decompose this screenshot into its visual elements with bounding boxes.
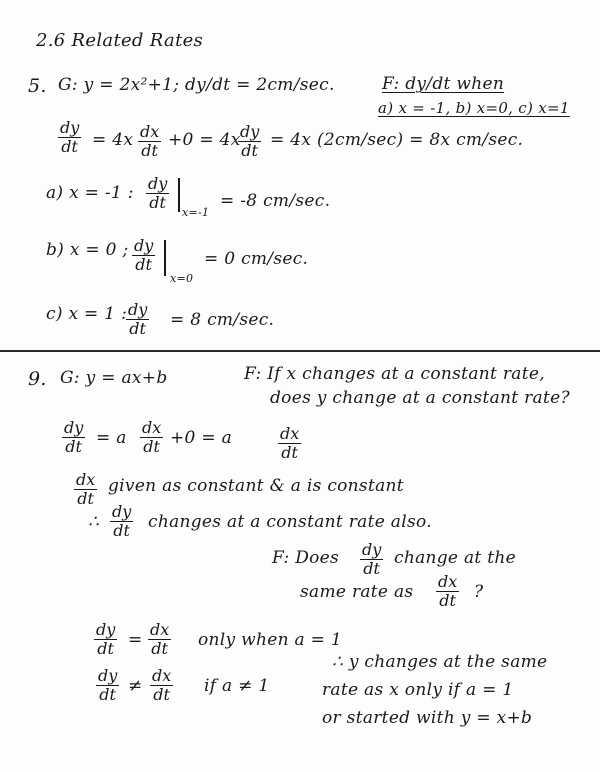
case-a-subscript: x=-1 (182, 206, 210, 219)
fraction-numerator: dy (240, 122, 260, 141)
fraction-denominator: dt (113, 521, 130, 540)
find-2-prefix: F: Does (272, 548, 340, 568)
problem-9-find-line-2: does y change at a constant rate? (270, 388, 570, 408)
problem-5-number: 5. (28, 75, 47, 97)
find-2-line-2: same rate as (300, 582, 414, 602)
fraction-numerator: dy (112, 502, 132, 521)
problem-5-find: F: dy/dt when (382, 74, 505, 94)
problem-5-cases: a) x = -1, b) x=0, c) x=1 (378, 99, 570, 117)
fraction-numerator: dx (150, 620, 170, 639)
dy-dt-fraction (360, 542, 383, 577)
if-a-text: if a ≠ 1 (204, 676, 270, 696)
fraction-denominator: dt (241, 141, 258, 160)
dx-dt-fraction (140, 420, 163, 455)
dy-dt-fraction (62, 420, 85, 455)
fraction-numerator: dx (76, 470, 96, 489)
derivative-mid-2: +0 = 4x (168, 130, 241, 150)
fraction-denominator: dt (363, 559, 380, 578)
fraction-denominator: dt (151, 639, 168, 658)
fraction-denominator: dt (97, 639, 114, 658)
fraction-denominator: dt (129, 319, 146, 338)
only-when-text: only when a = 1 (198, 630, 343, 650)
case-a-value: = -8 cm/sec. (220, 191, 331, 211)
dy-dt-fraction (238, 124, 261, 159)
fraction-denominator: dt (153, 685, 170, 704)
fraction-numerator: dy (98, 666, 118, 685)
conclusion-line-3: or started with y = x+b (322, 708, 533, 728)
evaluation-bar (164, 240, 166, 276)
dx-dt-fraction (138, 124, 161, 159)
case-b-label: b) x = 0 ; (46, 240, 129, 260)
equation-mid-1: = a (96, 428, 127, 448)
dy-dt-fraction (58, 120, 81, 155)
fraction-denominator: dt (439, 591, 456, 610)
derivative-mid-1: = 4x (92, 130, 134, 150)
equation-mid-2: +0 = a (170, 428, 233, 448)
fraction-numerator: dx (140, 122, 160, 141)
fraction-numerator: dy (96, 620, 116, 639)
evaluation-bar (178, 178, 180, 212)
problem-9-number: 9. (28, 368, 47, 390)
equals-sign: = (128, 630, 143, 650)
dx-dt-fraction (278, 426, 301, 461)
case-b-value: = 0 cm/sec. (204, 249, 309, 269)
fraction-denominator: dt (149, 193, 166, 212)
case-a-label: a) x = -1 : (46, 183, 134, 203)
conclusion-line-2: rate as x only if a = 1 (322, 680, 514, 700)
dy-dt-fraction (146, 176, 169, 211)
fraction-numerator: dx (438, 572, 458, 591)
fraction-numerator: dy (148, 174, 168, 193)
find-2-question-mark: ? (474, 582, 484, 602)
dx-dt-fraction (148, 622, 171, 657)
fraction-numerator: dy (64, 418, 84, 437)
dy-dt-fraction (126, 302, 149, 337)
fraction-numerator: dx (142, 418, 162, 437)
fraction-numerator: dx (280, 424, 300, 443)
fraction-denominator: dt (143, 437, 160, 456)
fraction-denominator: dt (77, 489, 94, 508)
dy-dt-fraction (132, 238, 155, 273)
page-title: 2.6 Related Rates (36, 30, 204, 51)
dx-dt-fraction (74, 472, 97, 507)
case-c-value: = 8 cm/sec. (170, 310, 275, 330)
case-c-label: c) x = 1 : (46, 304, 128, 324)
fraction-denominator: dt (65, 437, 82, 456)
fraction-numerator: dy (60, 118, 80, 137)
not-equals-sign: ≠ (128, 676, 143, 696)
dy-dt-fraction (94, 622, 117, 657)
fraction-denominator: dt (141, 141, 158, 160)
dx-dt-fraction (150, 668, 173, 703)
therefore-symbol-1: ∴ (88, 512, 100, 532)
fraction-denominator: dt (281, 443, 298, 462)
given-constant-text: given as constant & a is constant (108, 476, 404, 496)
fraction-numerator: dy (134, 236, 154, 255)
case-b-subscript: x=0 (170, 272, 194, 285)
problem-9-given: G: y = ax+b (60, 368, 168, 388)
problem-divider (0, 350, 600, 352)
dy-dt-fraction (96, 668, 119, 703)
fraction-denominator: dt (61, 137, 78, 156)
fraction-numerator: dx (152, 666, 172, 685)
problem-9-find-line-1: F: If x changes at a constant rate, (244, 364, 545, 384)
find-2-suffix: change at the (394, 548, 517, 568)
fraction-numerator: dy (128, 300, 148, 319)
dx-dt-fraction (436, 574, 459, 609)
dy-dt-fraction (110, 504, 133, 539)
fraction-denominator: dt (99, 685, 116, 704)
fraction-denominator: dt (135, 255, 152, 274)
problem-5-given: G: y = 2x²+1; dy/dt = 2cm/sec. (58, 75, 335, 95)
fraction-numerator: dy (362, 540, 382, 559)
derivative-result: = 4x (2cm/sec) = 8x cm/sec. (270, 130, 524, 150)
conclusion-line-1: ∴ y changes at the same (332, 652, 548, 672)
changes-constant-text: changes at a constant rate also. (148, 512, 432, 532)
